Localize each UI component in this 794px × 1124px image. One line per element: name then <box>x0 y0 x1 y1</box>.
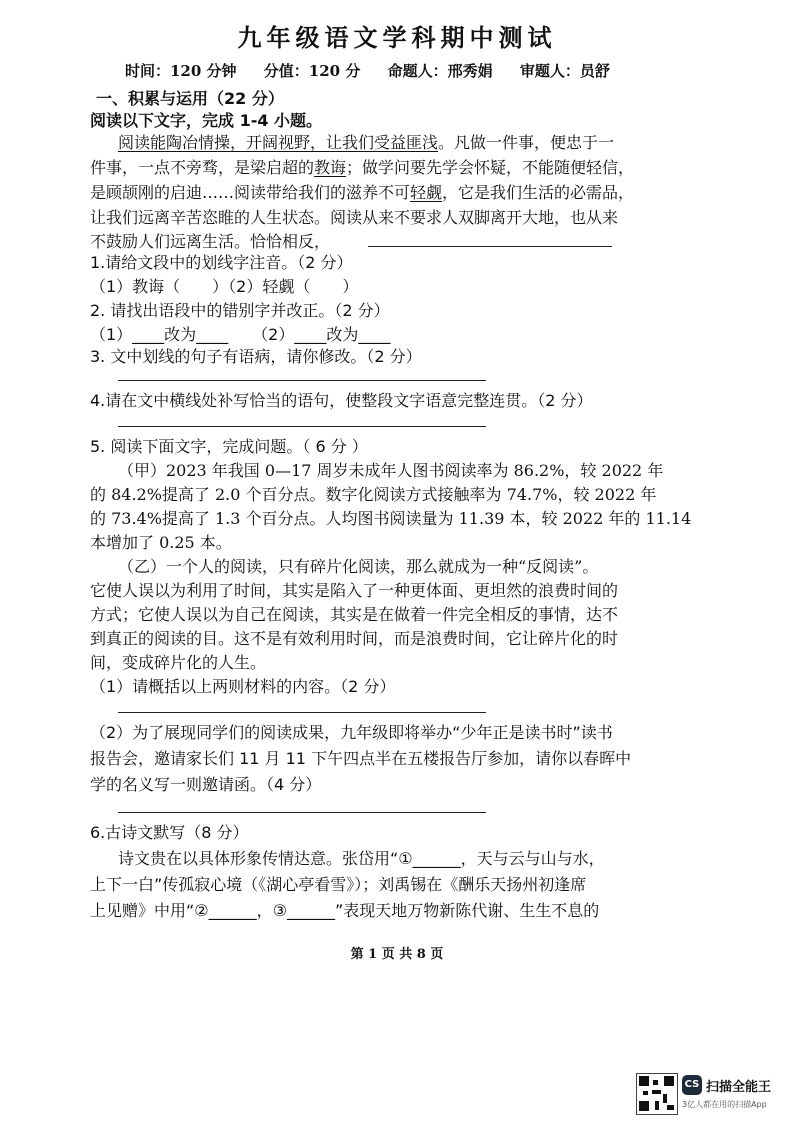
underlined-word: 轻觑 <box>410 183 443 202</box>
material-jia-line: 本增加了 0.25 本。 <box>90 533 232 552</box>
question-1-answer-line: （1）教诲（ ）（2）轻觑（ ） <box>90 277 359 296</box>
question-5-1: （1）请概括以上两则材料的内容。（2 分） <box>90 677 396 696</box>
passage-line: 不鼓励人们远离生活。恰恰相反， <box>90 232 331 251</box>
question-2: 2. 请找出语段中的错别字并改正。（2 分） <box>90 301 390 320</box>
passage-line: 件事，一点不旁骛，是梁启超的教诲；做学问要先学会怀疑，不能随便轻信， <box>90 158 635 177</box>
scanner-tagline: 3亿人都在用的扫描App <box>682 1100 767 1109</box>
underlined-word: 教诲 <box>314 158 347 177</box>
question-5-2: （2）为了展现同学们的阅读成果，九年级即将举办“少年正是读书时”读书 <box>90 723 613 742</box>
question-5-2: 学的名义写一则邀请函。（4 分） <box>90 775 322 794</box>
question-1: 1.请给文段中的划线字注音。（2 分） <box>90 253 353 272</box>
fill-in-blank[interactable] <box>368 246 612 247</box>
underlined-sentence: 阅读能陶冶情操，开阔视野，让我们受益匪浅 <box>118 133 439 152</box>
answer-line[interactable] <box>118 380 486 381</box>
material-yi-line: 方式；它使人误以为自己在阅读，其实是在做着一件完全相反的事情，达不 <box>90 605 619 624</box>
question-5: 5. 阅读下面文字，完成问题。（ 6 分 ） <box>90 437 368 456</box>
answer-line[interactable] <box>118 712 486 713</box>
question-4: 4.请在文中横线处补写恰当的语句，使整段文字语意完整连贯。（2 分） <box>90 391 593 410</box>
exam-meta <box>125 60 632 81</box>
answer-line[interactable] <box>118 812 486 813</box>
question-6: 6.古诗文默写（8 分） <box>90 823 249 842</box>
material-yi-line: 到真正的阅读的目。这不是有效利用时间，而是浪费时间，它让碎片化的时 <box>90 629 619 648</box>
passage-line: 让我们远离辛苦恣睢的人生状态。阅读从来不要求人双脚离开大地，也从来 <box>90 208 619 227</box>
page-footer: 第 1 页 共 8 页 <box>350 947 444 962</box>
section-heading: 一、积累与运用（22 分） <box>96 89 284 108</box>
material-jia-line: （甲）2023 年我国 0—17 周岁未成年人图书阅读率为 86.2%，较 2022 年 <box>118 461 664 480</box>
exam-score: 分值：120 分 <box>263 62 361 80</box>
material-yi-line: 间，变成碎片化的人生。 <box>90 653 267 672</box>
answer-line[interactable] <box>118 426 486 427</box>
question-3: 3. 文中划线的句子有语病，请你修改。（2 分） <box>90 347 422 366</box>
exam-reviewer: 审题人：员舒 <box>519 62 610 80</box>
material-jia-line: 的 84.2%提高了 2.0 个百分点。数字化阅读方式接触率为 74.7%，较 2022 年 <box>90 485 657 504</box>
camscanner-logo-icon: CS <box>682 1075 702 1095</box>
material-jia-line: 的 73.4%提高了 1.3 个百分点。人均图书阅读量为 11.39 本，较 2022 年的 11.14 <box>90 509 692 528</box>
passage-line: 是顾颉刚的启迪……阅读带给我们的滋养不可轻觑，它是我们生活的必需品， <box>90 183 635 202</box>
question-6-line: 诗文贵在以具体形象传情达意。张岱用“①______，天与云与山与水， <box>118 849 605 868</box>
question-6-line: 上下一白”传孤寂心境（《湖心亭看雪》）；刘禹锡在《酬乐天扬州初逢席 <box>90 875 587 894</box>
page-title: 九年级语文学科期中测试 <box>237 23 557 52</box>
qr-code-icon <box>636 1073 678 1115</box>
scanner-brand: 扫描全能王 <box>706 1080 772 1095</box>
question-6-line: 上见赠》中用“②______，③______”表现天地万物新陈代谢、生生不息的 <box>90 901 600 920</box>
material-yi-line: （乙）一个人的阅读，只有碎片化阅读，那么就成为一种“反阅读”。 <box>118 557 599 576</box>
reading-intro: 阅读以下文字，完成 1-4 小题。 <box>90 111 323 130</box>
exam-author: 命题人：邢秀娟 <box>387 62 493 80</box>
material-yi-line: 它使人误以为利用了时间，其实是陷入了一种更体面、更坦然的浪费时间的 <box>90 581 619 600</box>
question-5-2: 报告会，邀请家长们 11 月 11 下午四点半在五楼报告厅参加，请你以春晖中 <box>90 749 632 768</box>
passage-line: 阅读能陶冶情操，开阔视野，让我们受益匪浅。凡做一件事，便忠于一 <box>118 133 615 152</box>
question-2-answer-line: （1）____改为____ （2）____改为____ <box>90 325 391 344</box>
exam-time: 时间：120 分钟 <box>125 62 237 80</box>
